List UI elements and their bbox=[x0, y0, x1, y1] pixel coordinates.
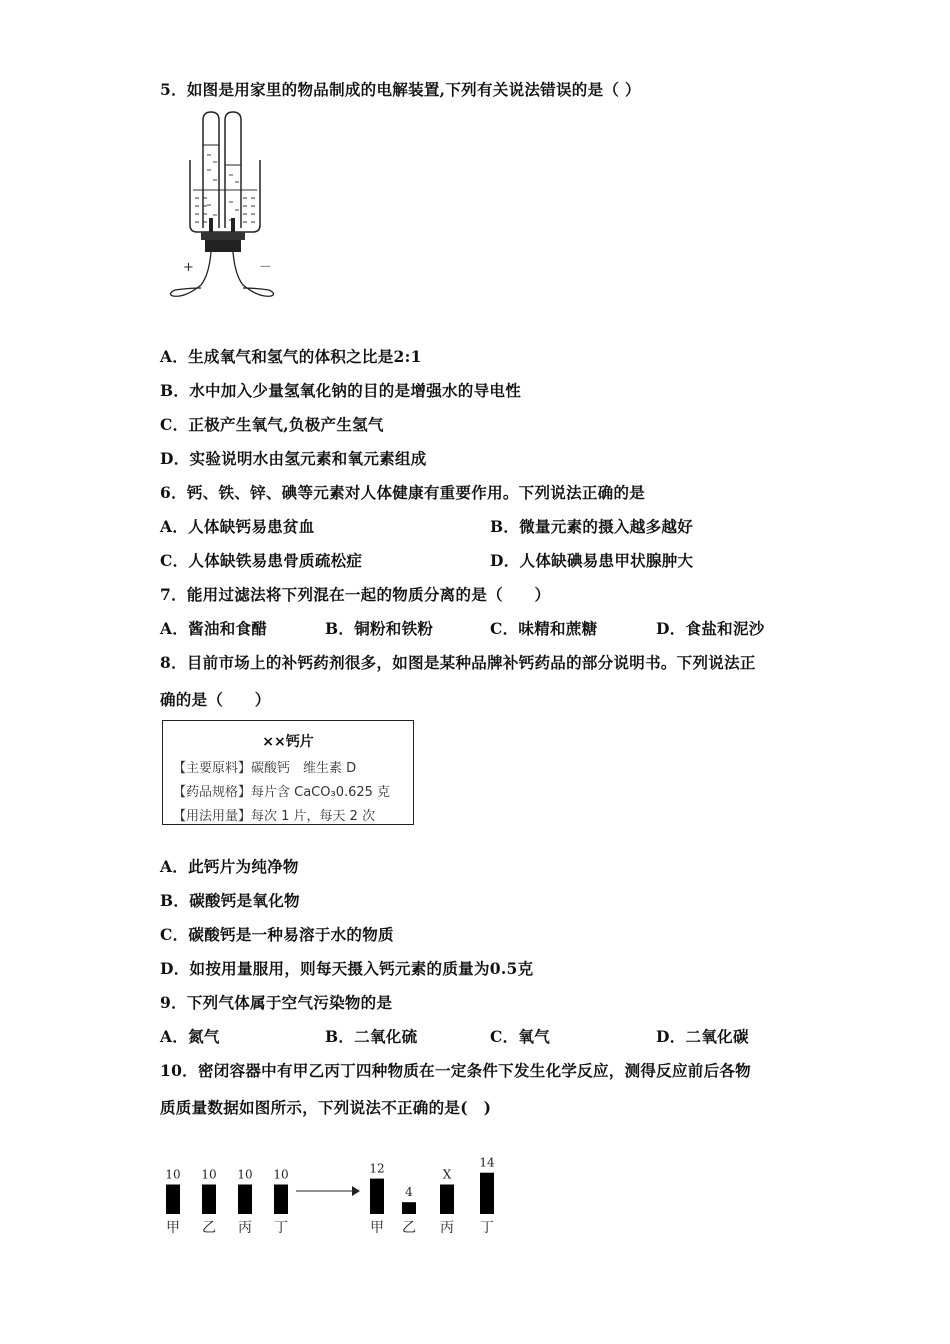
bar-before-0 bbox=[166, 1185, 180, 1215]
q7-option-d[interactable]: D．食盐和泥沙 bbox=[656, 619, 765, 638]
value-label-after-3: 14 bbox=[479, 1155, 495, 1170]
label-spec: 【药品规格】每片含 CaCO₃0.625 克 bbox=[173, 785, 391, 800]
q6-option-d[interactable]: D．人体缺碘易患甲状腺肿大 bbox=[490, 551, 694, 570]
reaction-arrow-head bbox=[352, 1186, 360, 1196]
bar-after-1 bbox=[402, 1202, 416, 1214]
positive-label: + bbox=[183, 260, 194, 275]
q7-stem: 7．能用过滤法将下列混在一起的物质分离的是（ ） bbox=[160, 585, 551, 604]
q6-option-b[interactable]: B．微量元素的摄入越多越好 bbox=[490, 517, 694, 536]
value-label-before-3: 10 bbox=[273, 1167, 289, 1182]
label-dosage: 【用法用量】每次 1 片，每天 2 次 bbox=[173, 809, 376, 824]
q9-option-a[interactable]: A．氮气 bbox=[160, 1027, 220, 1046]
q6-option-a[interactable]: A．人体缺钙易患贫血 bbox=[160, 517, 315, 536]
q6-option-c[interactable]: C．人体缺铁易患骨质疏松症 bbox=[160, 551, 363, 570]
category-label-before-0: 甲 bbox=[166, 1220, 180, 1236]
category-label-before-3: 丁 bbox=[274, 1220, 288, 1236]
q7-option-c[interactable]: C．味精和蔗糖 bbox=[490, 619, 598, 638]
bar-before-3 bbox=[274, 1185, 288, 1215]
bar-after-3 bbox=[480, 1173, 494, 1214]
category-label-after-1: 乙 bbox=[402, 1220, 416, 1236]
bar-before-1 bbox=[202, 1185, 216, 1215]
q8-stem-line1: 8．目前市场上的补钙药剂很多，如图是某种品牌补钙药品的部分说明书。下列说法正 bbox=[160, 653, 756, 672]
value-label-after-1: 4 bbox=[405, 1185, 413, 1200]
q8-stem-line2: 确的是（ ） bbox=[160, 690, 271, 709]
bar-before-2 bbox=[238, 1185, 252, 1215]
category-label-after-3: 丁 bbox=[480, 1220, 494, 1236]
label-title: ××钙片 bbox=[262, 734, 314, 750]
q8-option-a[interactable]: A．此钙片为纯净物 bbox=[160, 857, 299, 876]
bar-after-2 bbox=[440, 1185, 454, 1215]
q5-stem: 5．如图是用家里的物品制成的电解装置,下列有关说法错误的是（ ） bbox=[160, 80, 641, 99]
category-label-after-0: 甲 bbox=[370, 1220, 384, 1236]
mass-bar-chart bbox=[160, 1125, 520, 1245]
q5-option-d[interactable]: D．实验说明水由氢元素和氧元素组成 bbox=[160, 449, 427, 468]
bar-after-0 bbox=[370, 1179, 384, 1214]
q7-option-a[interactable]: A．酱油和食醋 bbox=[160, 619, 268, 638]
q6-stem: 6．钙、铁、锌、碘等元素对人体健康有重要作用。下列说法正确的是 bbox=[160, 483, 646, 502]
q9-option-d[interactable]: D．二氧化碳 bbox=[656, 1027, 749, 1046]
q5-option-c[interactable]: C．正极产生氧气,负极产生氢气 bbox=[160, 415, 384, 434]
value-label-before-1: 10 bbox=[201, 1167, 217, 1182]
category-label-before-2: 丙 bbox=[238, 1220, 252, 1236]
value-label-after-0: 12 bbox=[369, 1161, 385, 1176]
q8-option-d[interactable]: D．如按用量服用，则每天摄入钙元素的质量为0.5克 bbox=[160, 959, 534, 978]
category-label-before-1: 乙 bbox=[202, 1220, 216, 1236]
calcium-tablet-label bbox=[162, 720, 414, 825]
category-label-after-2: 丙 bbox=[440, 1220, 454, 1236]
electrolysis-apparatus-figure bbox=[165, 110, 285, 310]
q10-stem-line1: 10．密闭容器中有甲乙丙丁四种物质在一定条件下发生化学反应，测得反应前后各物 bbox=[160, 1061, 751, 1080]
q8-option-c[interactable]: C．碳酸钙是一种易溶于水的物质 bbox=[160, 925, 394, 944]
q9-stem: 9．下列气体属于空气污染物的是 bbox=[160, 993, 393, 1012]
value-label-before-2: 10 bbox=[237, 1167, 253, 1182]
q8-option-b[interactable]: B．碳酸钙是氧化物 bbox=[160, 891, 300, 910]
q5-option-a[interactable]: A．生成氧气和氢气的体积之比是2:1 bbox=[160, 347, 422, 366]
value-label-after-2: X bbox=[442, 1167, 452, 1182]
q9-option-b[interactable]: B．二氧化硫 bbox=[325, 1027, 418, 1046]
q5-option-b[interactable]: B．水中加入少量氢氧化钠的目的是增强水的导电性 bbox=[160, 381, 522, 400]
q9-option-c[interactable]: C．氧气 bbox=[490, 1027, 551, 1046]
value-label-before-0: 10 bbox=[165, 1167, 181, 1182]
q7-option-b[interactable]: B．铜粉和铁粉 bbox=[325, 619, 434, 638]
q10-stem-line2: 质质量数据如图所示，下列说法不正确的是( ) bbox=[160, 1098, 492, 1117]
negative-label: － bbox=[259, 260, 273, 275]
label-ingredients: 【主要原料】碳酸钙 维生素 D bbox=[173, 761, 357, 776]
